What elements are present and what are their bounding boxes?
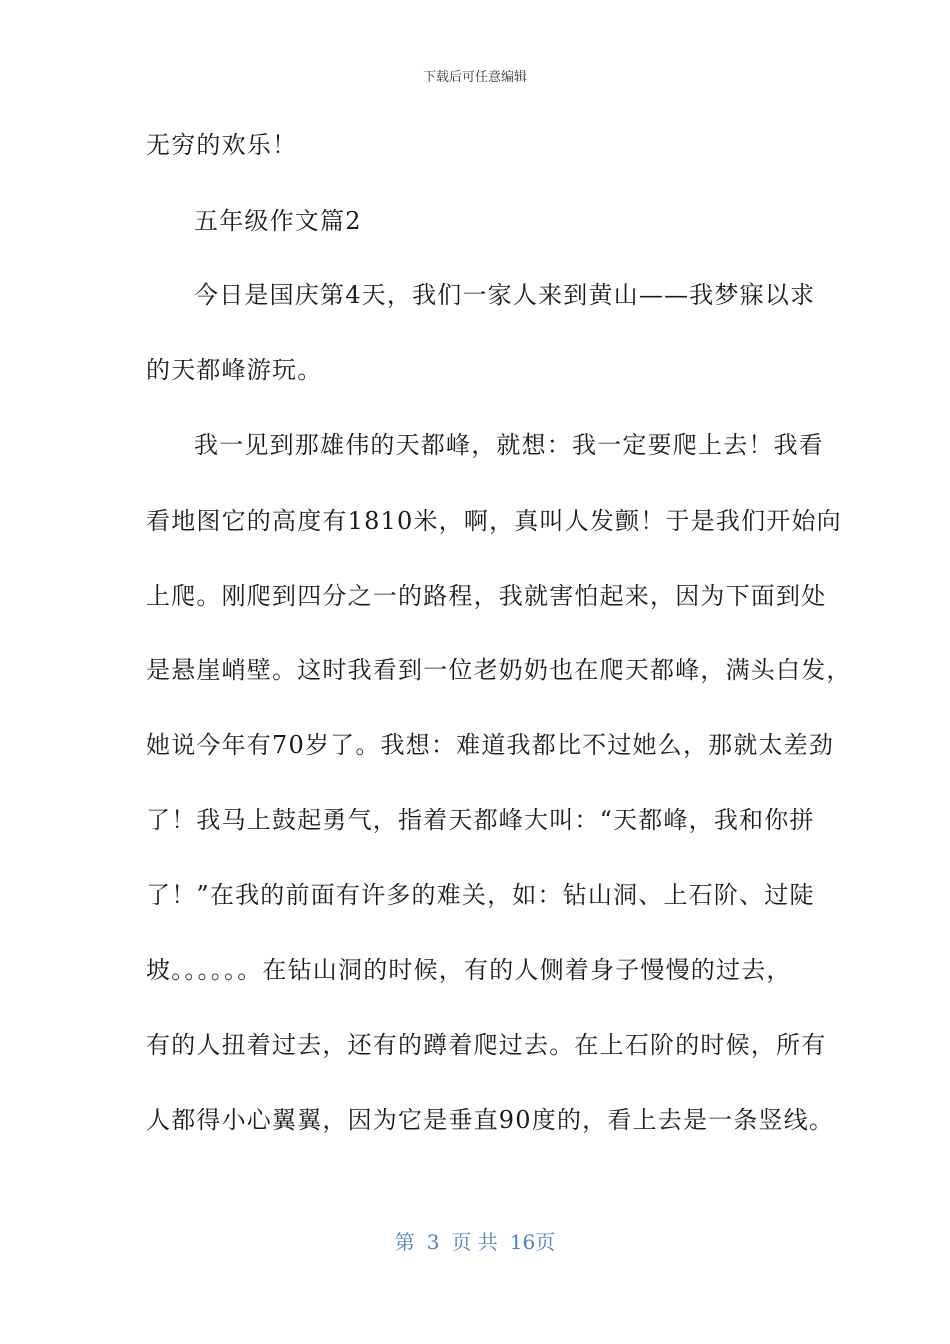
footer-page-number: 3 — [426, 1230, 440, 1254]
footer-label-di: 第 — [394, 1230, 415, 1254]
paragraph-line: 的天都峰游玩。 — [146, 356, 323, 384]
paragraph-line: 坡。。。。。。在钻山洞的时候，有的人侧着身子慢慢的过去， — [146, 956, 792, 984]
page-footer — [0, 1226, 950, 1255]
footer-label-ye-gong: 页 共 — [451, 1230, 498, 1254]
paragraph-line: 人都得小心翼翼，因为它是垂直90度的，看上去是一条竖线。 — [146, 1106, 835, 1134]
paragraph-line: 看地图它的高度有1810米，啊，真叫人发颤！于是我们开始向 — [146, 507, 842, 535]
footer-label-ye: 页 — [535, 1230, 556, 1254]
paragraph-line: 是悬崖峭壁。这时我看到一位老奶奶也在爬天都峰，满头白发， — [146, 656, 852, 684]
section-heading: 五年级作文篇2 — [194, 207, 362, 235]
paragraph-line: 今日是国庆第4天，我们一家人来到黄山——我梦寐以求 — [194, 281, 816, 309]
paragraph-line: 我一见到那雄伟的天都峰，就想：我一定要爬上去！我看 — [194, 431, 824, 459]
page-header: 下载后可任意编辑 — [422, 70, 527, 85]
paragraph-line: 有的人扭着过去，还有的蹲着爬过去。在上石阶的时候，所有 — [146, 1031, 827, 1059]
footer-total-pages: 16 — [509, 1230, 536, 1254]
paragraph-line: 了！我马上鼓起勇气，指着天都峰大叫：“天都峰，我和你拼 — [146, 806, 815, 834]
paragraph-line: 她说今年有70岁了。我想：难道我都比不过她么，那就太差劲 — [146, 731, 835, 759]
paragraph-line: 上爬。刚爬到四分之一的路程，我就害怕起来，因为下面到处 — [146, 582, 827, 610]
body-line: 无穷的欢乐！ — [146, 131, 298, 159]
paragraph-line: 了！”在我的前面有许多的难关，如：钻山洞、上石阶、过陡 — [146, 881, 815, 909]
